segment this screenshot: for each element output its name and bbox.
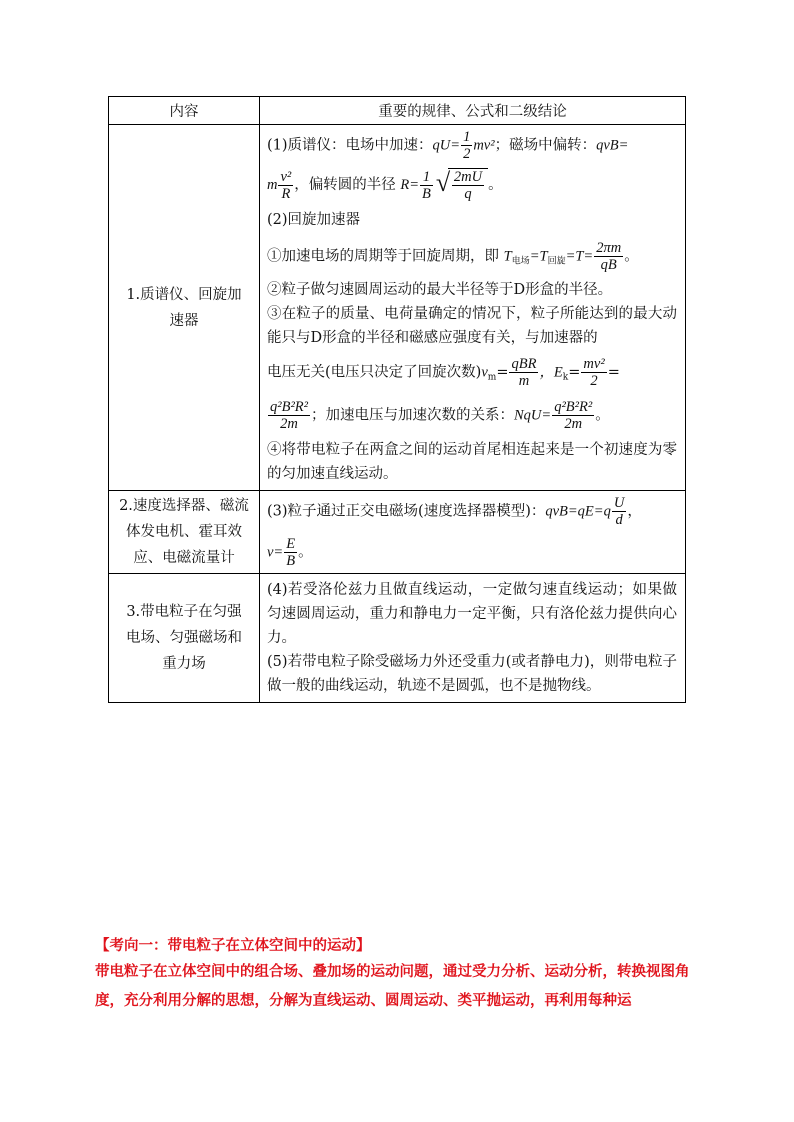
table-row xyxy=(109,491,686,574)
row-body-velocity-selector xyxy=(260,491,686,574)
cyclotron-line-5: $\frac{\text{q²B²R²}}{2m}$ ；加速电压与加速次数的关系：NqU= $\frac{\text{q²B²R²}}{2m}$ 。 xyxy=(270,399,610,432)
fraction-ek-result: $\frac{\text{q²B²R²}}{2m}$ xyxy=(270,399,309,432)
sqrt-radical xyxy=(448,168,488,202)
fraction-one-over-B: $\frac{1}{B}$ xyxy=(422,168,431,202)
cyclotron-line-4: 电压无关(电压只决定了回旋次数)$v_m=$ $\frac{\text{qBR}}{m}$ ，$E_k=$ $\frac{\text{mv²}}{2}$ = xyxy=(267,355,620,389)
row-title-velocity-selector: 2.速度选择器、磁流体发电机、霍耳效应、电磁流量计 xyxy=(109,491,260,574)
cyclotron-heading: (2)回旋加速器 xyxy=(267,212,361,228)
section-heading: 【考向一：带电粒子在立体空间中的运动】 xyxy=(95,938,371,954)
fraction-nqu: $\frac{\text{q²B²R²}}{2m}$ xyxy=(554,399,593,432)
header-content: 内容 xyxy=(109,97,260,125)
content-table-wrapper xyxy=(108,96,686,703)
fraction-u-over-d: $\frac{U}{d}$ xyxy=(613,495,625,528)
selector-line-1: (3)粒子通过正交电磁场(速度选择器模型)：qvB=qE=q $\frac{U}{d}$ ， xyxy=(267,495,642,528)
combined-line-2: (5)若带电粒子除受磁场力外还受重力(或者静电力)，则带电粒子做一般的曲线运动，轨迹不是圆弧，也不是抛物线。 xyxy=(267,654,677,694)
row-title-mass-spectrometer: 1.质谱仪、回旋加速器 xyxy=(109,125,260,491)
section-paragraph: 带电粒子在立体空间中的组合场、叠加场的运动问题，通过受力分析、运动分析，转换视图角度，充分利用分解的思想，分解为直线运动、圆周运动、类平抛运动，再利用每种运 xyxy=(95,964,690,1009)
row-title-combined-fields: 3.带电粒子在匀强电场、匀强磁场和重力场 xyxy=(109,574,260,703)
mass-spec-line-2: m $\frac{\text{v²}}{R}$ ，偏转圆的半径 R= $\frac{1}{B}$ √ $\frac{2mU}{q}$ 。 xyxy=(267,168,677,202)
cyclotron-line-6: ④将带电粒子在两盒之间的运动首尾相连起来是一个初速度为零的匀加速直线运动。 xyxy=(267,442,677,482)
table-row xyxy=(109,574,686,703)
mass-spec-line-1: (1)质谱仪：电场中加速：qU= $\frac{1}{2}$ mv²；磁场中偏转：qvB= xyxy=(267,129,629,162)
fraction-period: $\frac{2\pi m}{qB}$ xyxy=(596,240,622,273)
fraction-vm: $\frac{\text{qBR}}{m}$ xyxy=(511,355,537,389)
row-body-combined-fields xyxy=(260,574,686,703)
table-header-row xyxy=(109,97,686,125)
row-body-mass-spectrometer xyxy=(260,125,686,491)
fraction-v2-over-R: $\frac{\text{v²}}{R}$ xyxy=(280,168,292,202)
cyclotron-line-3: ③在粒子的质量、电荷量确定的情况下，粒子所能达到的最大动能只与D形盒的半径和磁感应强度有关，与加速器的 xyxy=(267,305,677,346)
fraction-half: $\frac{1}{2}$ xyxy=(463,129,471,162)
fraction-e-over-b: $\frac{E}{B}$ xyxy=(286,536,296,569)
table-row xyxy=(109,125,686,491)
cyclotron-line-1: ①加速电场的周期等于回旋周期，即 $T_{电场}=T_{回旋}=T=$ $\frac{2\pi m}{qB}$ 。 xyxy=(267,240,639,273)
cyclotron-line-2: ②粒子做匀速圆周运动的最大半径等于D形盒的半径。 xyxy=(267,281,613,298)
fraction-2mU-over-q: √ $\frac{2mU}{q}$ xyxy=(453,169,483,202)
formula-table xyxy=(108,96,686,703)
header-rules: 重要的规律、公式和二级结论 xyxy=(260,97,686,125)
selector-line-2: v= $\frac{E}{B}$ 。 xyxy=(267,536,313,569)
combined-line-1: (4)若受洛伦兹力且做直线运动，一定做匀速直线运动；如果做匀速圆周运动，重力和静电力一定平衡，只有洛伦兹力提供向心力。 xyxy=(267,582,677,646)
fraction-ek: $\frac{\text{mv²}}{2}$ xyxy=(583,355,605,389)
